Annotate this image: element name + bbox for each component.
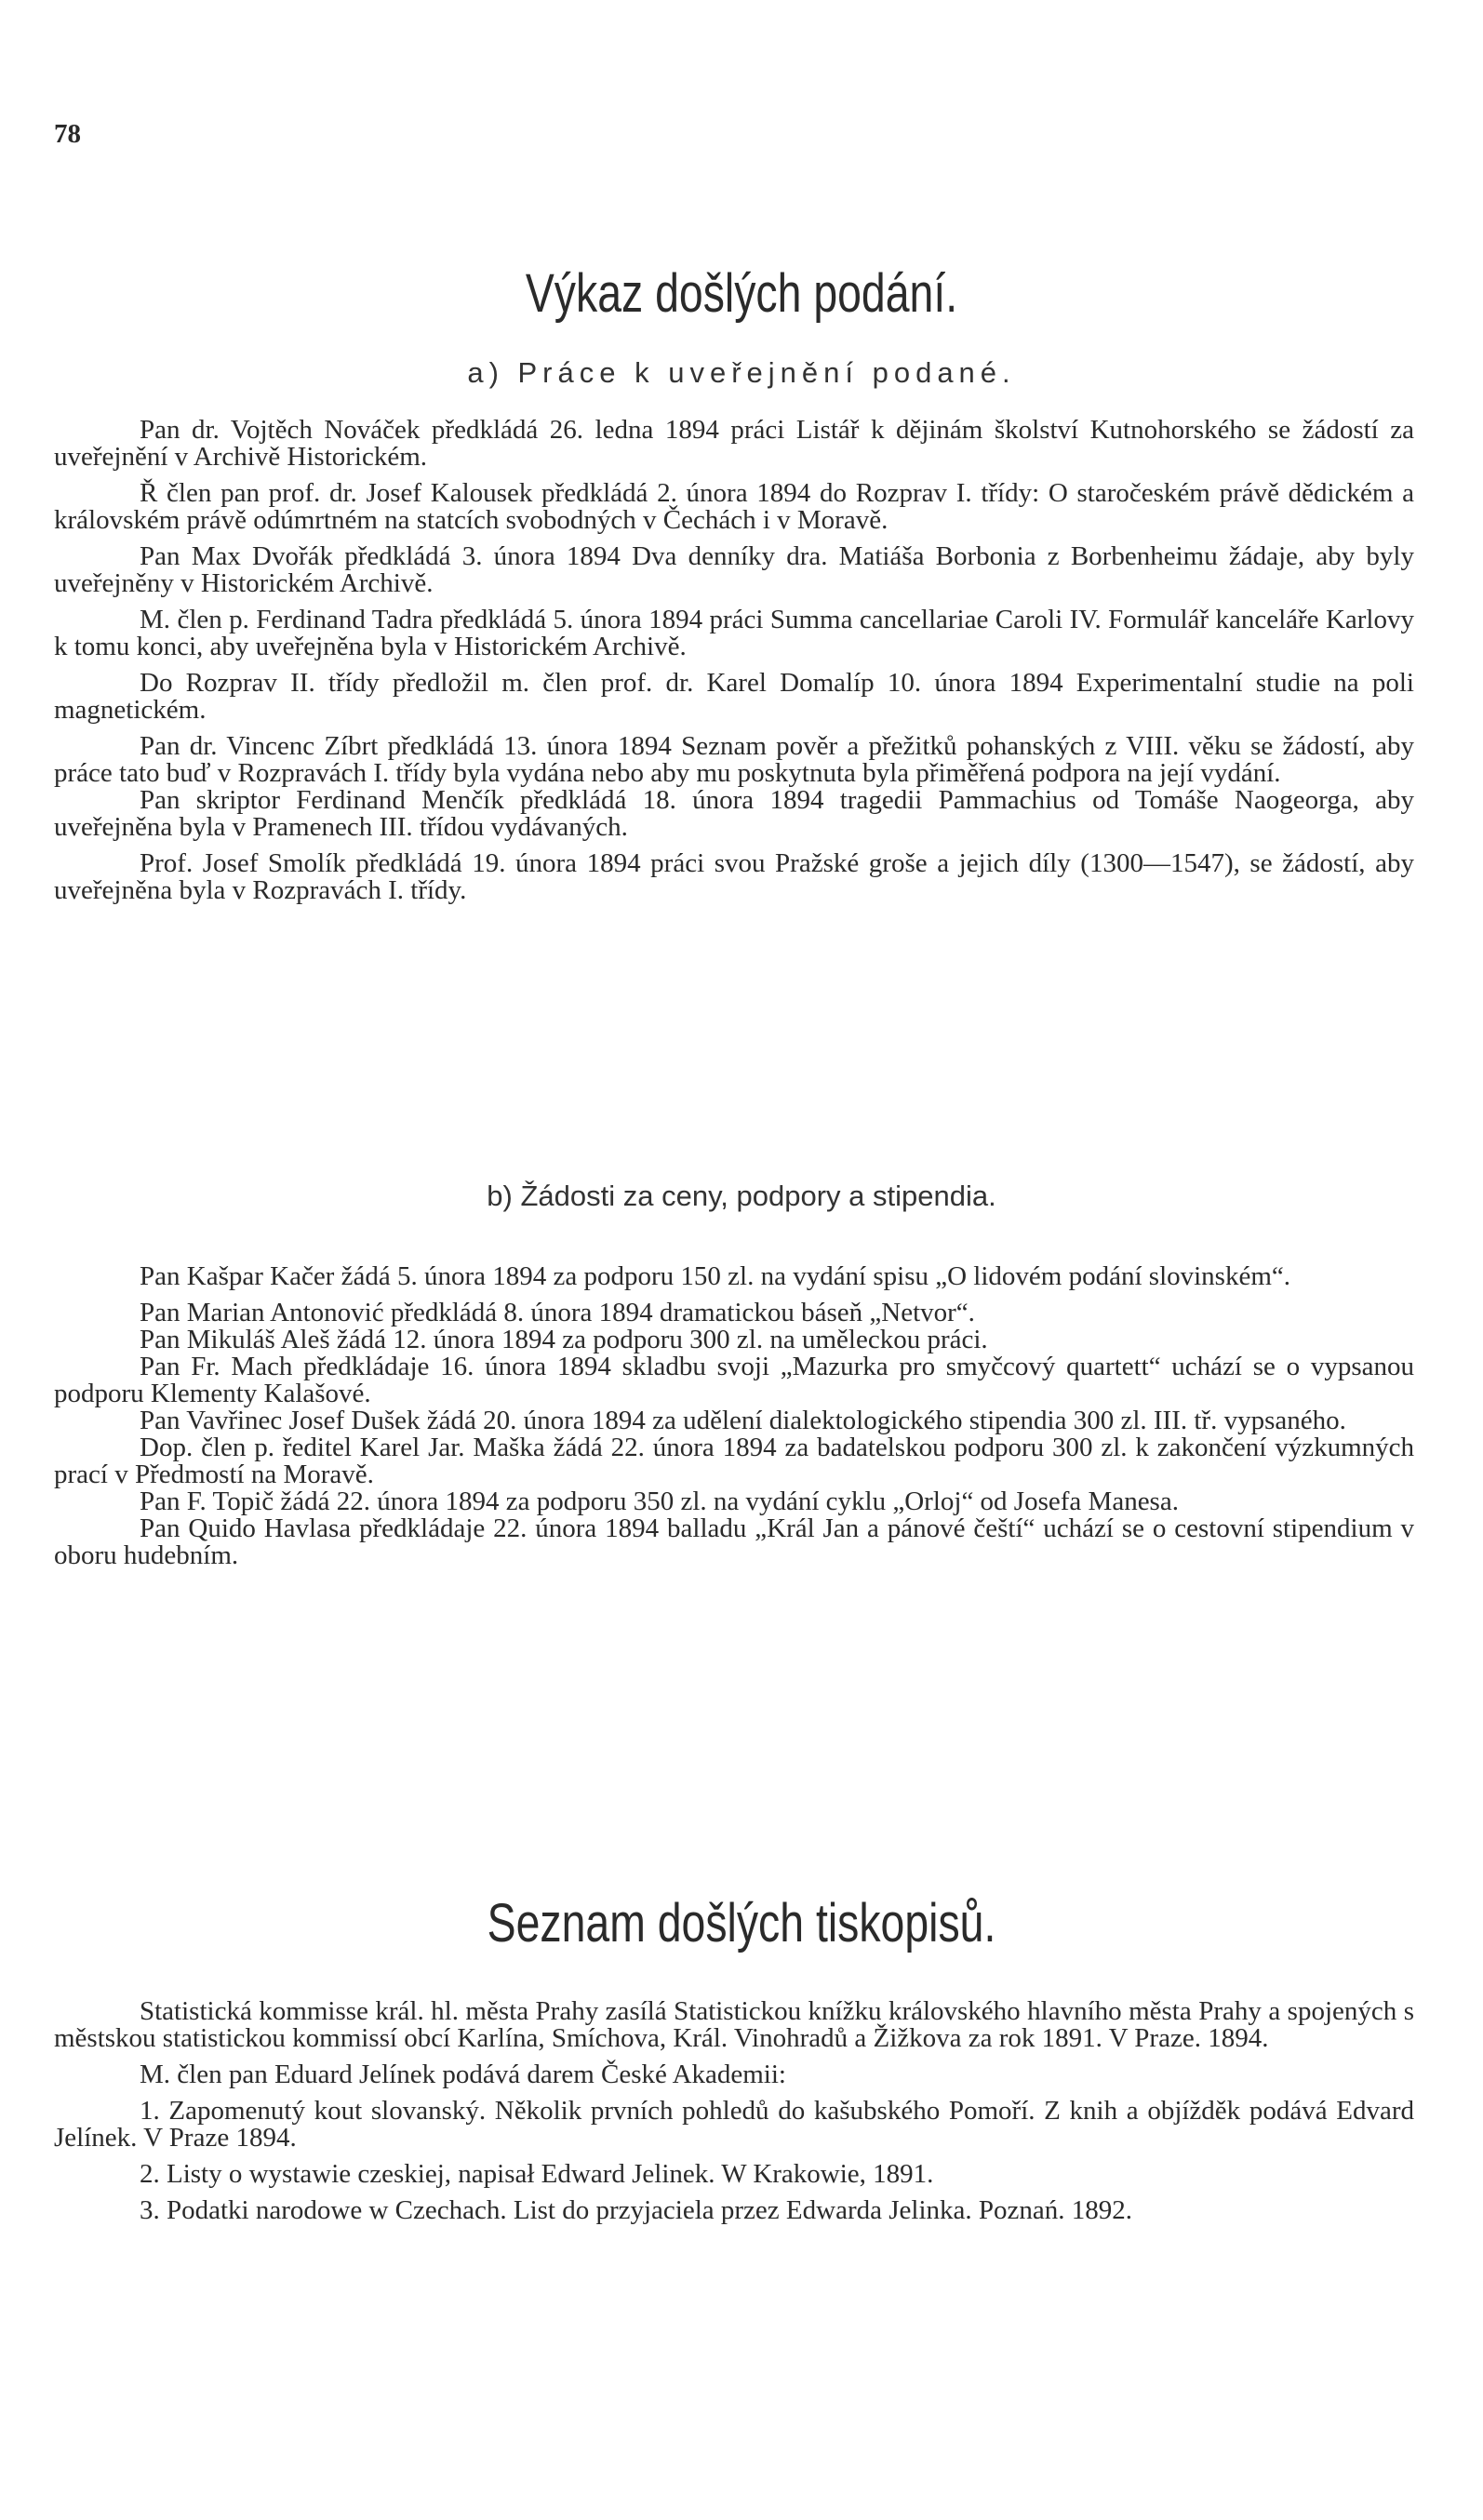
entry-mencik: Pan skriptor Ferdinand Menčík předkládá 18. února 1894 tragedii Pammachius od Tomáše Naogeorga, aby uveřejněna byla v Pramenech III. třídou vydávaných.	[54, 785, 1414, 842]
heading-vykaz: Výkaz došlých podání.	[525, 263, 958, 324]
entry-jelinek-intro: M. člen pan Eduard Jelínek podává darem České Akademii:	[140, 2060, 786, 2089]
entry-kalousek: Ř člen pan prof. dr. Josef Kalousek předkládá 2. února 1894 do Rozprav I. třídy: O staročeském právě dědickém a královském právě odúmrtném na statcích svobodných v Čechách i v Moravě.	[54, 478, 1414, 535]
section-b-heading: b) Žádosti za ceny, podpory a stipendia.	[487, 1180, 996, 1212]
section-b-body	[54, 1263, 1414, 1569]
entry-jelinek-1: 1. Zapomenutý kout slovanský. Několik prvních pohledů do kašubského Pomoří. Z knih a objížděk podává Edvard Jelínek. V Praze 1894.	[54, 2096, 1414, 2153]
entry-tadra: M. člen p. Ferdinand Tadra předkládá 5. února 1894 práci Summa cancellariae Caroli IV. Formulář kanceláře Karlovy k tomu konci, aby uveřejněna byla v Historickém Archivě.	[54, 605, 1414, 661]
entry-zibrt: Pan dr. Vincenc Zíbrt předkládá 13. února 1894 Seznam pověr a přežitků pohanských z VIII. věku se žádostí, aby práce tato buď v Rozpravách I. třídy byla vydána nebo aby mu poskytnuta byla přiměřená podpora na její vydání.	[54, 731, 1414, 788]
entry-dvorak: Pan Max Dvořák předkládá 3. února 1894 Dva denníky dra. Matiáša Borbonia z Borbenheimu žádaje, aby byly uveřejněny v Historickém Archivě.	[54, 541, 1414, 598]
entry-topic: Pan F. Topič žádá 22. února 1894 za podporu 350 zl. na vydání cyklu „Orloj“ od Josefa Manesa.	[140, 1487, 1179, 1516]
entry-ales: Pan Mikuláš Aleš žádá 12. února 1894 za podporu 300 zl. na uměleckou práci.	[140, 1325, 988, 1354]
entry-dusek: Pan Vavřinec Josef Dušek žádá 20. února 1894 za udělení dialektologického stipendia 300 zl. III. tř. vypsaného.	[140, 1406, 1346, 1435]
entry-domalip: Do Rozprav II. třídy předložil m. člen prof. dr. Karel Domalíp 10. února 1894 Experimentalní studie na poli magnetickém.	[54, 668, 1414, 725]
entry-maska: Dop. člen p. ředitel Karel Jar. Maška žádá 22. února 1894 za badatelskou podporu 300 zl. k zakončení výzkumných prací v Předmostí na Moravě.	[54, 1433, 1414, 1489]
entry-novacek: Pan dr. Vojtěch Nováček předkládá 26. ledna 1894 práci Listář k dějinám školství Kutnohorského se žádostí za uveřejnění v Archivě Historickém.	[54, 415, 1414, 472]
section-c-body	[54, 1998, 1414, 2224]
section-a-heading: a) Práce k uveřejnění podané.	[467, 356, 1016, 389]
section-a-body	[54, 417, 1414, 904]
entry-mach: Pan Fr. Mach předkládaje 16. února 1894 skladbu svoji „Mazurka pro smyčcový quartett“ uchází se o vypsanou podporu Klementy Kalašové.	[54, 1352, 1414, 1408]
entry-jelinek-3: 3. Podatki narodowe w Czechach. List do przyjaciela przez Edwarda Jelinka. Poznań. 1892.	[140, 2195, 1132, 2225]
entry-statistika: Statistická kommisse král. hl. města Prahy zasílá Statistickou knížku královského hlavního města Prahy a spojených s městskou statistickou kommissí obcí Karlína, Smíchova, Král. Vinohradů a Žižkova za rok 1891. V Praze. 1894.	[54, 1996, 1414, 2053]
page-number: 78	[54, 119, 81, 149]
heading-seznam: Seznam došlých tiskopisů.	[487, 1893, 996, 1953]
entry-havlasa: Pan Quido Havlasa předkládaje 22. února 1894 balladu „Král Jan a pánové čeští“ uchází se o cestovní stipendium v oboru hudebním.	[54, 1513, 1414, 1570]
entry-jelinek-2: 2. Listy o wystawie czeskiej, napisał Edward Jelinek. W Krakowie, 1891.	[140, 2159, 934, 2189]
entry-smolik: Prof. Josef Smolík předkládá 19. února 1894 práci svou Pražské groše a jejich díly (1300—1547), se žádostí, aby uveřejněna byla v Rozpravách I. třídy.	[54, 848, 1414, 905]
entry-antonovic: Pan Marian Antonović předkládá 8. února 1894 dramatickou báseň „Netvor“.	[140, 1298, 975, 1327]
entry-kacer: Pan Kašpar Kačer žádá 5. února 1894 za podporu 150 zl. na vydání spisu „O lidovém podání slovinském“.	[140, 1261, 1291, 1291]
